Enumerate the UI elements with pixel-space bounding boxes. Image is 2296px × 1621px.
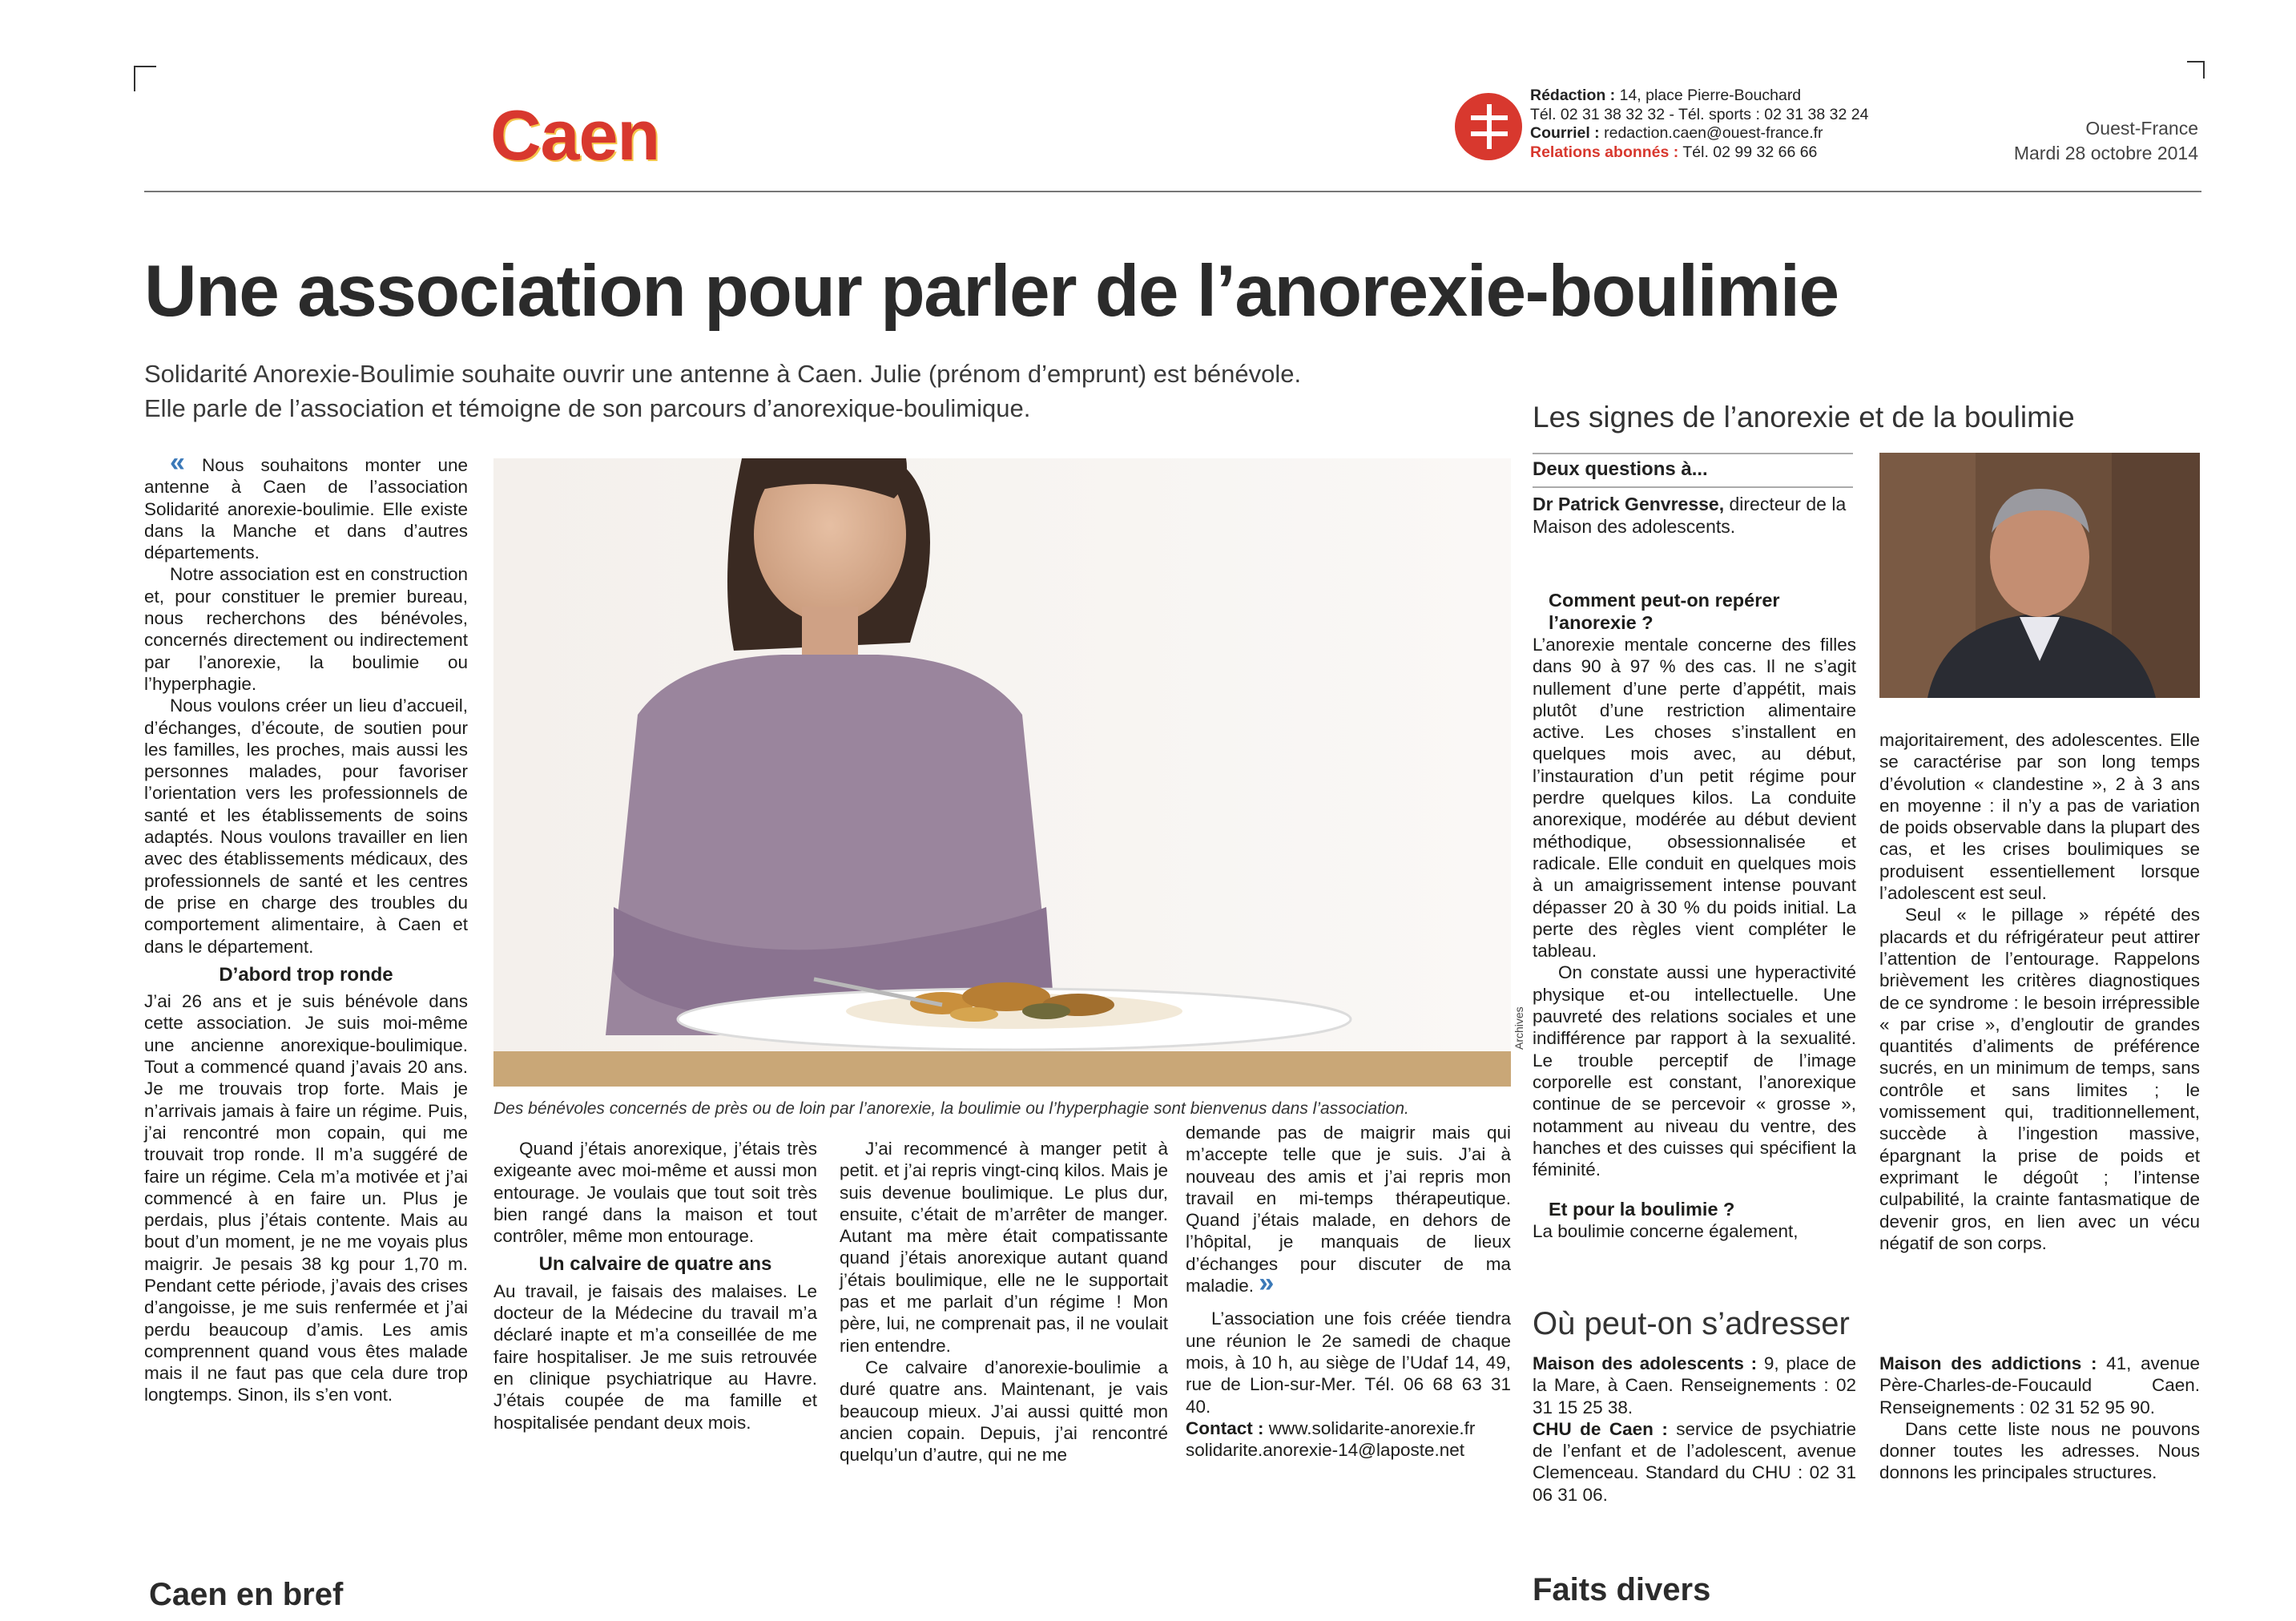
sidebar-rule (1533, 453, 1853, 454)
question-1: Comment peut-on repérer l’anorexie ? (1549, 590, 1780, 633)
crop-mark-top-left (134, 66, 156, 91)
sidebar-column-right: majoritairement, des adolescentes. Elle se caractérise par son long temps d’évolution « clandestine », 2 à 3 ans en moyenne : il n’y a pas de variation de poids observable dans la plupart des cas, et les crises boulimiques se produisent essentiellement lorsque l’adolescent est seul. Seul « le pillage » répété des placards et du réfrigérateur peut attirer l’attention de l’entourage. Rappelons brièvement les critères diagnostiques de ce syndrome : le besoin irrépressible « par crise », d’engloutir de grandes quantités d’aliments de préférence sucrés, en un minimum de temps, sans contrôle et sans limites ; le vomissement qui, traditionnellement, succède à l’ingestion massive, épargnant la prise de poids et exprimant le dégoût ; l’intense culpabilité, la crainte fantasmatique de devenir gros, en lien avec un vécu négatif de son corps. (1879, 730, 2200, 1253)
interviewee-portrait (1879, 453, 2200, 698)
article-column-2: Quand j’étais anorexique, j’étais très exigeante avec moi-même et aussi mon entourage. Je voulais que tout soit très bien rangé dans la maison et tout contrôler, même mon entourage. Un calvaire de quatre ans Au travail, je faisais des malaises. Le docteur de la Médecine du travail m’a déclaré inapte et m’a conseillée de me faire hospitaliser. Je me suis retrouvée en clinique psychiatrique au Havre. J’étais coupée de ma famille et hospitalisée pendant deux mois. (493, 1139, 817, 1433)
article-headline: Une association pour parler de l’anorexie-boulimie (144, 251, 1839, 332)
interviewee: Dr Patrick Genvresse, directeur de la Maison des adolescents. (1533, 494, 1847, 537)
addresses-left: Maison des adolescents : 9, place de la Mare, à Caen. Renseignements : 02 31 15 25 38. CHU de Caen : service de psychiatrie de l’enfant et de l’adolescent, avenue Clemenceau. Standard du CHU : 02 31 06 31 06. (1533, 1353, 1856, 1505)
issue-date: Mardi 28 octobre 2014 (2013, 143, 2198, 163)
addresses-title: Où peut-on s’adresser (1533, 1306, 1850, 1341)
ouest-france-logo (1455, 93, 1522, 160)
quote-close-icon: » (1259, 1268, 1275, 1299)
sidebar-title: Les signes de l’anorexie et de la boulimie (1533, 401, 2075, 433)
masthead-date (1923, 116, 2198, 166)
next-section-caen-en-bref: Caen en bref (149, 1577, 344, 1612)
photo-credit: Archives (1513, 1006, 1525, 1050)
photo-caption: Des bénévoles concernés de près ou de loin par l’anorexie, la boulimie ou l’hyperphagie sont bienvenus dans l’association. (493, 1099, 1409, 1118)
crop-mark-top-right (2187, 61, 2205, 79)
subheading: Un calvaire de quatre ans (538, 1253, 772, 1276)
subheading: D’abord trop ronde (219, 963, 393, 986)
next-section-faits-divers: Faits divers (1533, 1572, 1711, 1607)
section-title: Caen (490, 95, 660, 175)
sidebar-column-left: Comment peut-on repérer l’anorexie ? L’anorexie mentale concerne des filles dans 90 à 97 % des cas. Il ne s’agit nullement d’une perte d’appétit, mais plutôt d’une restriction alimentaire active. Les choses s’installent en quelques mois avec, au début, l’instauration d’un petit régime pour perdre quelques kilos. La conduite anorexique, modérée au début devient méthodique, obsessionnalisée et radicale. Elle conduit en quelques mois à un amaigrissement intense pouvant dépasser 20 à 30 % du poids initial. La perte des règles vient compléter le tableau. On constate aussi une hyperactivité physique et-ou intellectuelle. Une pauvreté des relations sociales et une indifférence par rapport à la sexualité. Le trouble perceptif de l’image corporelle est constant, l’anorexique continue de se percevoir « grosse », notamment au niveau du ventre, des hanches et des cuisses qui spécifient la féminité. Et pour la boulimie ? La boulimie concerne également, (1533, 590, 1856, 1242)
article-column-1: « Nous souhaitons monter une antenne à Caen de l’association Solidarité anorexie-boulimie. Elle existe dans la Manche et dans d’autres départements. Notre association est en construction et, pour constituer le premier bureau, nous recherchons des bénévoles, concernés directement ou indirectement par l’anorexie, la boulimie ou l’hyperphagie. Nous voulons créer un lieu d’accueil, d’échanges, d’écoute, de soutien pour les familles, les proches, mais aussi les personnes malades, pour favoriser l’orientation vers les professionnels de santé et les établissements de soins adaptés. Nous voulons travailler en lien avec des établissements médicaux, des professionnels de santé et les centres de prise en charge des troubles du comportement alimentaire, à Caen et dans le département. D’abord trop ronde J’ai 26 ans et je suis bénévole dans cette association. Je suis moi-même une ancienne anorexique-boulimique. Tout a commencé quand j’avais 20 ans. Je me trouvais trop forte. Mais je n’arrivais jamais à faire un régime. Puis, j’ai rencontré mon copain, qui me trouvait trop ronde. Il m’a suggéré de faire un régime. Cela m’a motivée et j’ai commencé à en faire un. Plus je perdais, plus j’étais contente. Mais au bout d’un moment, je ne me voyais plus maigrir. Je pesais 38 kg pour 1,70 m. Pendant cette période, j’avais des crises d’angoisse, je me suis renfermée et j’ai perdu beaucoup d’amis. Les amis comprennent quand vous êtes malade mais il ne faut pas que cela dure trop longtemps. Sinon, ils s’en vont. (144, 447, 468, 1405)
header-rule (144, 191, 2201, 192)
article-column-3: J’ai recommencé à manger petit à petit. et j’ai repris vingt-cinq kilos. Mais je suis devenue boulimique. Le plus dur, ensuite, c’était de m’arrêter de manger. Autant ma mère était compatissante quand j’étais anorexique autant quand j’étais boulimique, elle ne le supportait pas et me parlait d’un régime ! Mon père, lui, ne comprenait pas, il ne voulait rien entendre. Ce calvaire d’anorexie-boulimie a duré quatre ans. Maintenant, je vais beaucoup mieux. J’ai aussi quitté mon ancien copain. Depuis, j’ai rencontré quelqu’un d’autre, qui ne me (840, 1139, 1168, 1466)
newsroom-contact: Rédaction : 14, place Pierre-Bouchard Tél. 02 31 38 32 32 - Tél. sports : 02 31 38 32 24 Courriel : redaction.caen@ouest-france.fr Relations abonnés : Tél. 02 99 32 66 66 (1530, 87, 1869, 161)
article-photo (493, 458, 1511, 1087)
article-column-4: demande pas de maigrir mais qui m’accepte telle que je suis. J’ai à nouveau des amis et j’ai repris mon travail en mi-temps thérapeutique. Quand j’étais malade, en dehors de l’hôpital, je manquais de lieux d’échanges pour discuter de ma maladie. » L’association une fois créée tiendra une réunion le 2e samedi de chaque mois, à 10 h, au siège de l’Udaf 14, 49, rue de Lion-sur-Mer. Tél. 06 68 63 31 40. Contact : www.solidarite-anorexie.fr solidarite.anorexie-14@laposte.net (1186, 1123, 1511, 1461)
addresses-right: Maison des addictions : 41, avenue Père-Charles-de-Foucauld Caen. Renseignements : 02 31 52 95 90. Dans cette liste nous ne pouvons donner toutes les adresses. Nous donnons les principales structures. (1879, 1353, 2200, 1483)
sidebar-rule (1533, 486, 1853, 488)
quote-open-icon: « (170, 447, 185, 478)
article-standfirst: Solidarité Anorexie-Boulimie souhaite ouvrir une antenne à Caen. Julie (prénom d’emprunt) est bénévole. Elle parle de l’association et témoigne de son parcours d’anorexique-boulimique. (144, 360, 1302, 422)
paper-name: Ouest-France (2085, 118, 2198, 139)
interview-kicker: Deux questions à... (1533, 458, 1708, 480)
question-2: Et pour la boulimie ? (1549, 1199, 1735, 1220)
